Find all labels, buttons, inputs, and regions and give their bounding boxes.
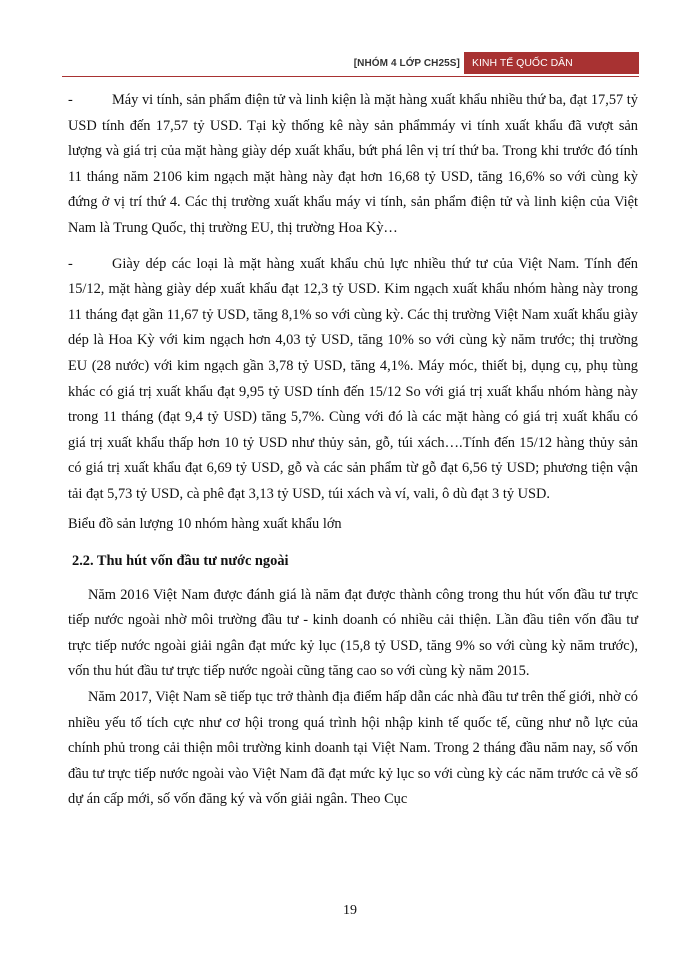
section-heading: 2.2. Thu hút vốn đầu tư nước ngoài: [72, 553, 289, 570]
chart-caption: Biểu đồ sản lượng 10 nhóm hàng xuất khẩu lớn: [68, 515, 342, 532]
bullet-computers: [68, 88, 638, 242]
bullet-text: Máy vi tính, sản phẩm điện tử và linh kiện là mặt hàng xuất khẩu nhiều thứ ba, đạt 17,57 tỷ USD tính đến 17,57 tỷ USD. Tại kỳ thống kê này sản phẩmmáy vi tính xuất khẩu đã vượt sản lượng và giá trị của mặt hàng giày dép xuất khẩu, bứt phá lên vị trí thứ ba. Trong khi trước đó tính 11 tháng năm 2106 kim ngạch mặt hàng này đạt hơn 16,68 tỷ USD, tăng 16,6% so với cùng kỳ đứng ở vị trí thứ 4. Các thị trường xuất khẩu máy vi tính, sản phẩm điện tử và linh kiện của Việt Nam là Trung Quốc, thị trường EU, thị trường Hoa Kỳ…: [68, 92, 638, 236]
page-number: 19: [343, 903, 357, 918]
bullet-dash: -: [68, 92, 73, 108]
header-divider: [62, 76, 639, 77]
paragraph: Năm 2016 Việt Nam được đánh giá là năm đạt được thành công trong thu hút vốn đầu tư trực tiếp nước ngoài nhờ môi trường đầu tư - kinh doanh có nhiều cải thiện. Lần đầu tiên vốn đầu tư trực tiếp nước ngoài giải ngân đạt mức kỷ lục (15,8 tỷ USD, tăng 9% so với cùng kỳ năm trước), vốn thu hút đầu tư trực tiếp nước ngoài cũng tăng cao so với cùng kỳ năm 2015.: [68, 586, 638, 680]
bullet-dash: -: [68, 255, 73, 272]
bullet-footwear: [68, 252, 638, 508]
paragraph: Năm 2017, Việt Nam sẽ tiếp tục trở thành địa điểm hấp dẫn các nhà đầu tư trên thế giới, nhờ có nhiều yếu tố tích cực như cơ hội trong quá trình hội nhập kinh tế quốc tế, cũng như nỗ lực của chính phủ trong cải thiện môi trường kinh doanh tại Việt Nam. Trong 2 tháng đầu năm nay, số vốn đầu tư trực tiếp nước ngoài vào Việt Nam đã đạt mức kỷ lục so với cùng kỳ các năm trước cả về số dự án cấp mới, số vốn đăng ký và vốn giải ngân. Theo Cục: [68, 689, 638, 808]
bullet-text: Giày dép các loại là mặt hàng xuất khẩu chủ lực nhiều thứ tư của Việt Nam. Tính đến 15/12, mặt hàng giày dép xuất khẩu đạt 12,3 tỷ USD. Kim ngạch xuất khẩu nhóm hàng này trong 11 tháng đạt gần 11,67 tỷ USD, tăng 8,1% so với cùng kỳ. Các thị trường Việt Nam xuất khẩu giày dép là Hoa Kỳ với kim ngạch hơn 4,03 tỷ USD, tăng 10% so với cùng kỳ năm trước; thị trường EU (28 nước) với kim ngạch gần 3,78 tỷ USD, tăng 4,1%. Máy móc, thiết bị, dụng cụ, phụ tùng khác có giá trị xuất khẩu đạt 9,95 tỷ USD tính đến 15/12 So với giá trị xuất khẩu nhóm hàng này trong 11 tháng (đạt 9,4 tỷ USD) tăng 5,7%. Cùng với đó là các mặt hàng có giá trị xuất khẩu có giá trị xuất khẩu thấp hơn 10 tỷ USD như thủy sản, gỗ, túi xách….Tính đến 15/12 hàng thủy sản có giá trị xuất khẩu đạt 6,69 tỷ USD, gỗ và các sản phẩm từ gỗ đạt 6,56 tỷ USD; phương tiện vận tải đạt 5,73 tỷ USD, cà phê đạt 3,13 tỷ USD, túi xách và ví, vali, ô dù đạt 3 tỷ USD.: [68, 255, 638, 502]
header-right-banner: KINH TẾ QUỐC DÂN: [464, 52, 639, 74]
document-body: [68, 88, 638, 813]
header-left-label: [NHÓM 4 LỚP CH25S]: [353, 58, 460, 69]
